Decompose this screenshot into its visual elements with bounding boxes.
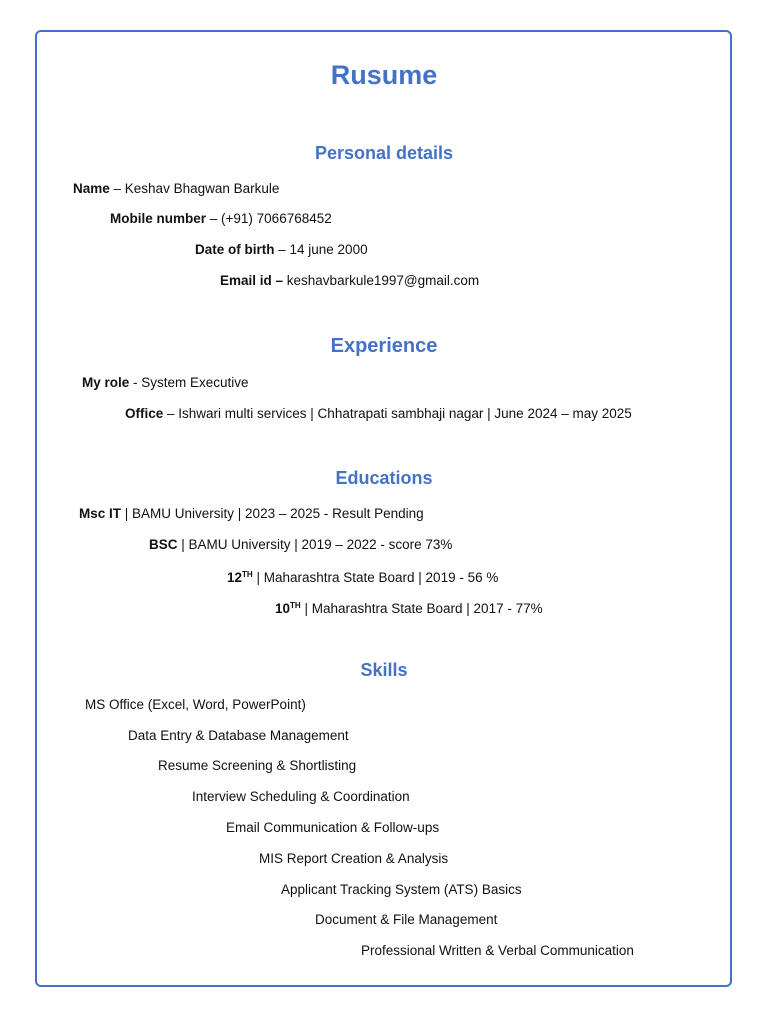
twelfth-value: | Maharashtra State Board | 2019 - 56 % [252, 570, 499, 585]
skill-item: Interview Scheduling & Coordination [192, 789, 410, 804]
msc-label: Msc IT [79, 506, 122, 521]
experience-heading: Experience [330, 335, 438, 357]
name-line [73, 180, 279, 198]
email-value: keshavbarkule1997@gmail.com [283, 273, 480, 288]
tenth-sup: TH [290, 601, 301, 610]
mobile-line [110, 210, 332, 228]
personal-details-heading: Personal details [314, 143, 454, 163]
dob-value: – 14 june 2000 [274, 242, 368, 257]
twelfth-label: 12 [227, 570, 243, 585]
tenth-label: 10 [275, 601, 291, 616]
office-line [125, 405, 632, 423]
office-label: Office [125, 406, 164, 421]
twelfth-line [227, 566, 498, 587]
role-value: - System Executive [129, 375, 249, 390]
twelfth-sup: TH [242, 570, 253, 579]
bsc-value: | BAMU University | 2019 – 2022 - score 73% [177, 537, 453, 552]
skills-heading: Skills [360, 660, 408, 680]
mobile-value: – (+91) 7066768452 [206, 211, 332, 226]
role-line [82, 374, 249, 392]
education-heading: Educations [335, 468, 433, 488]
name-value: – Keshav Bhagwan Barkule [109, 181, 280, 196]
skill-item: Document & File Management [315, 912, 498, 927]
skill-item: MIS Report Creation & Analysis [259, 851, 449, 866]
skill-item: Data Entry & Database Management [128, 728, 349, 743]
skill-item: Applicant Tracking System (ATS) Basics [281, 882, 522, 897]
skill-item: Email Communication & Follow-ups [226, 820, 440, 835]
mobile-label: Mobile number [110, 211, 207, 226]
msc-line [79, 505, 424, 523]
tenth-line [275, 597, 543, 618]
page-title: Rusume [330, 60, 438, 90]
dob-line [195, 241, 368, 259]
email-label: Email id – [220, 273, 284, 288]
dob-label: Date of birth [195, 242, 275, 257]
office-value: – Ishwari multi services | Chhatrapati sambhaji nagar | June 2024 – may 2025 [163, 406, 632, 421]
skill-item: Professional Written & Verbal Communication [361, 943, 634, 958]
msc-value: | BAMU University | 2023 – 2025 - Result Pending [121, 506, 424, 521]
bsc-line [149, 536, 452, 554]
skill-item: Resume Screening & Shortlisting [158, 758, 357, 773]
role-label: My role [82, 375, 130, 390]
skill-item: MS Office (Excel, Word, PowerPoint) [85, 697, 306, 712]
name-label: Name [73, 181, 110, 196]
tenth-value: | Maharashtra State Board | 2017 - 77% [300, 601, 543, 616]
bsc-label: BSC [149, 537, 178, 552]
email-line [220, 272, 479, 290]
